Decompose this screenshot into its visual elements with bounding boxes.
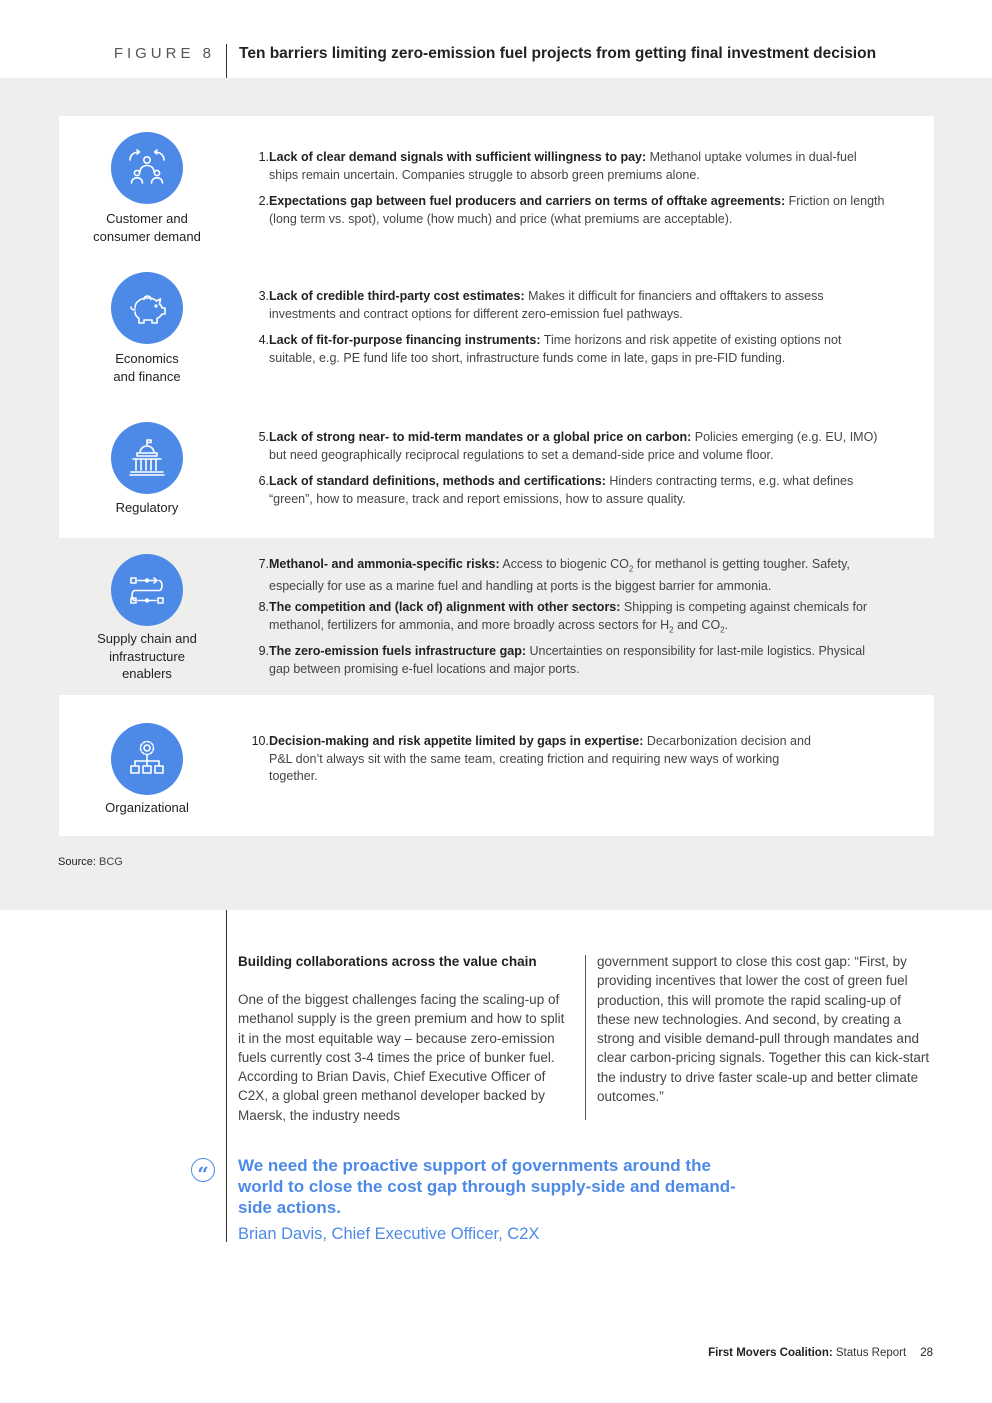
category-panel-supply-chain [59, 538, 934, 679]
category-label-supply-chain: Supply chain and infrastructure enablers [97, 631, 197, 681]
barrier-item-3: 3. Lack of credible third-party cost estimates: Makes it difficult for financiers and offtakers to assess investments and contract options for different zero-emission fuel pathways. [258, 289, 824, 321]
quote-attribution: Brian Davis, Chief Executive Officer, C2X [238, 1225, 540, 1243]
piggy-bank-icon [111, 272, 183, 344]
column-rule [585, 955, 586, 1120]
barrier-item-6: 6. Lack of standard definitions, methods and certifications: Hinders contracting terms, e.g. what defines “green”, how to measure, track and report emissions, how to assure quality. [258, 474, 854, 506]
pull-quote: We need the proactive support of governments around the world to close the cost gap through supply-side and demand-side actions. [238, 1156, 736, 1217]
figure-divider [226, 44, 227, 78]
left-rule [226, 910, 227, 1242]
category-label-finance: Economics and finance [113, 351, 181, 384]
barrier-item-9: 9. The zero-emission fuels infrastructure gap: Uncertainties on responsibility for last-mile logistics. Physical gap between promising e-fuel locations and major ports. [258, 644, 866, 676]
page-number: 28 [920, 1347, 933, 1359]
category-panel-demand [59, 116, 934, 257]
barrier-item-10: 10. Decision-making and risk appetite limited by gaps in expertise: Decarbonization decision and P&L don’t always sit with the same team, creating friction and requiring new ways of working together. [251, 734, 811, 783]
page-footer: First Movers Coalition: Status Report 28 [708, 1347, 933, 1359]
barrier-item-5: 5. Lack of strong near- to mid-term mandates or a global price on carbon: Policies emerging (e.g. EU, IMO) but need geographically reciprocal regulations to set a demand-side price and volume floor. [258, 430, 878, 462]
category-label-demand: Customer and consumer demand [93, 211, 201, 244]
body-column-1: One of the biggest challenges facing the scaling-up of methanol supply is the green premium and how to split it in the most equitable way – because zero-emission fuels currently cost 3-4 times the price of bunker fuel. According to Brian Davis, Chief Executive Officer of C2X, a global green methanol developer backed by Maersk, the industry needs [238, 992, 565, 1123]
figure-title: Ten barriers limiting zero-emission fuel projects from getting final investment decision [239, 45, 877, 62]
category-label-organizational: Organizational [105, 800, 189, 815]
barrier-item-2: 2. Expectations gap between fuel producers and carriers on terms of offtake agreements: Friction on length (long term vs. spot), volume (how much) and price (what premiums are acceptable). [258, 194, 885, 226]
barrier-item-4: 4. Lack of fit-for-purpose financing instruments: Time horizons and risk appetite of existing options not suitable, e.g. PE fund life too short, infrastructure funds come in late, gaps in pre-FID funding. [258, 333, 842, 365]
people-exchange-icon [111, 132, 183, 204]
barrier-item-1: 1. Lack of clear demand signals with sufficient willingness to pay: Methanol uptake volumes in dual-fuel ships remain uncertain. Companies struggle to absorb green premiums alone. [258, 150, 857, 182]
category-label-regulatory: Regulatory [115, 500, 179, 515]
category-panel-finance [59, 256, 934, 397]
figure-band [0, 78, 992, 910]
government-building-icon [111, 422, 183, 494]
supply-chain-icon [111, 554, 183, 626]
body-column-2: government support to close this cost gap: “First, by providing incentives that lower the cost of green fuel production, this will promote the rapid scaling-up of these new technologies. And second, by creating a strong and visible demand-pull through mandates and clear carbon-pricing signals. Together this can kick-start the industry to drive faster scale-up and better climate outcomes.” [597, 954, 930, 1105]
category-panel-regulatory [59, 397, 934, 538]
figure-label: FIGURE 8 [113, 45, 215, 62]
category-panel-organizational [59, 695, 934, 836]
section-heading: Building collaborations across the value chain [238, 954, 537, 969]
quote-mark-icon: “ [191, 1158, 215, 1182]
figure-header [0, 0, 992, 78]
barrier-item-8: 8. The competition and (lack of) alignment with other sectors: Shipping is competing against chemicals for methanol, fertilizers for ammonia, and more broadly across sectors for $H_2$ and $CO_2$. [258, 600, 868, 634]
barrier-item-7: 7. Methanol- and ammonia-specific risks: Access to biogenic $CO_2$ for methanol is getting tougher. Safety, especially for use as a marine fuel and handling at ports is the biggest barrier for ammonia. [258, 557, 850, 593]
source-note: Source: BCG [58, 856, 123, 868]
org-chart-gear-icon [111, 723, 183, 795]
